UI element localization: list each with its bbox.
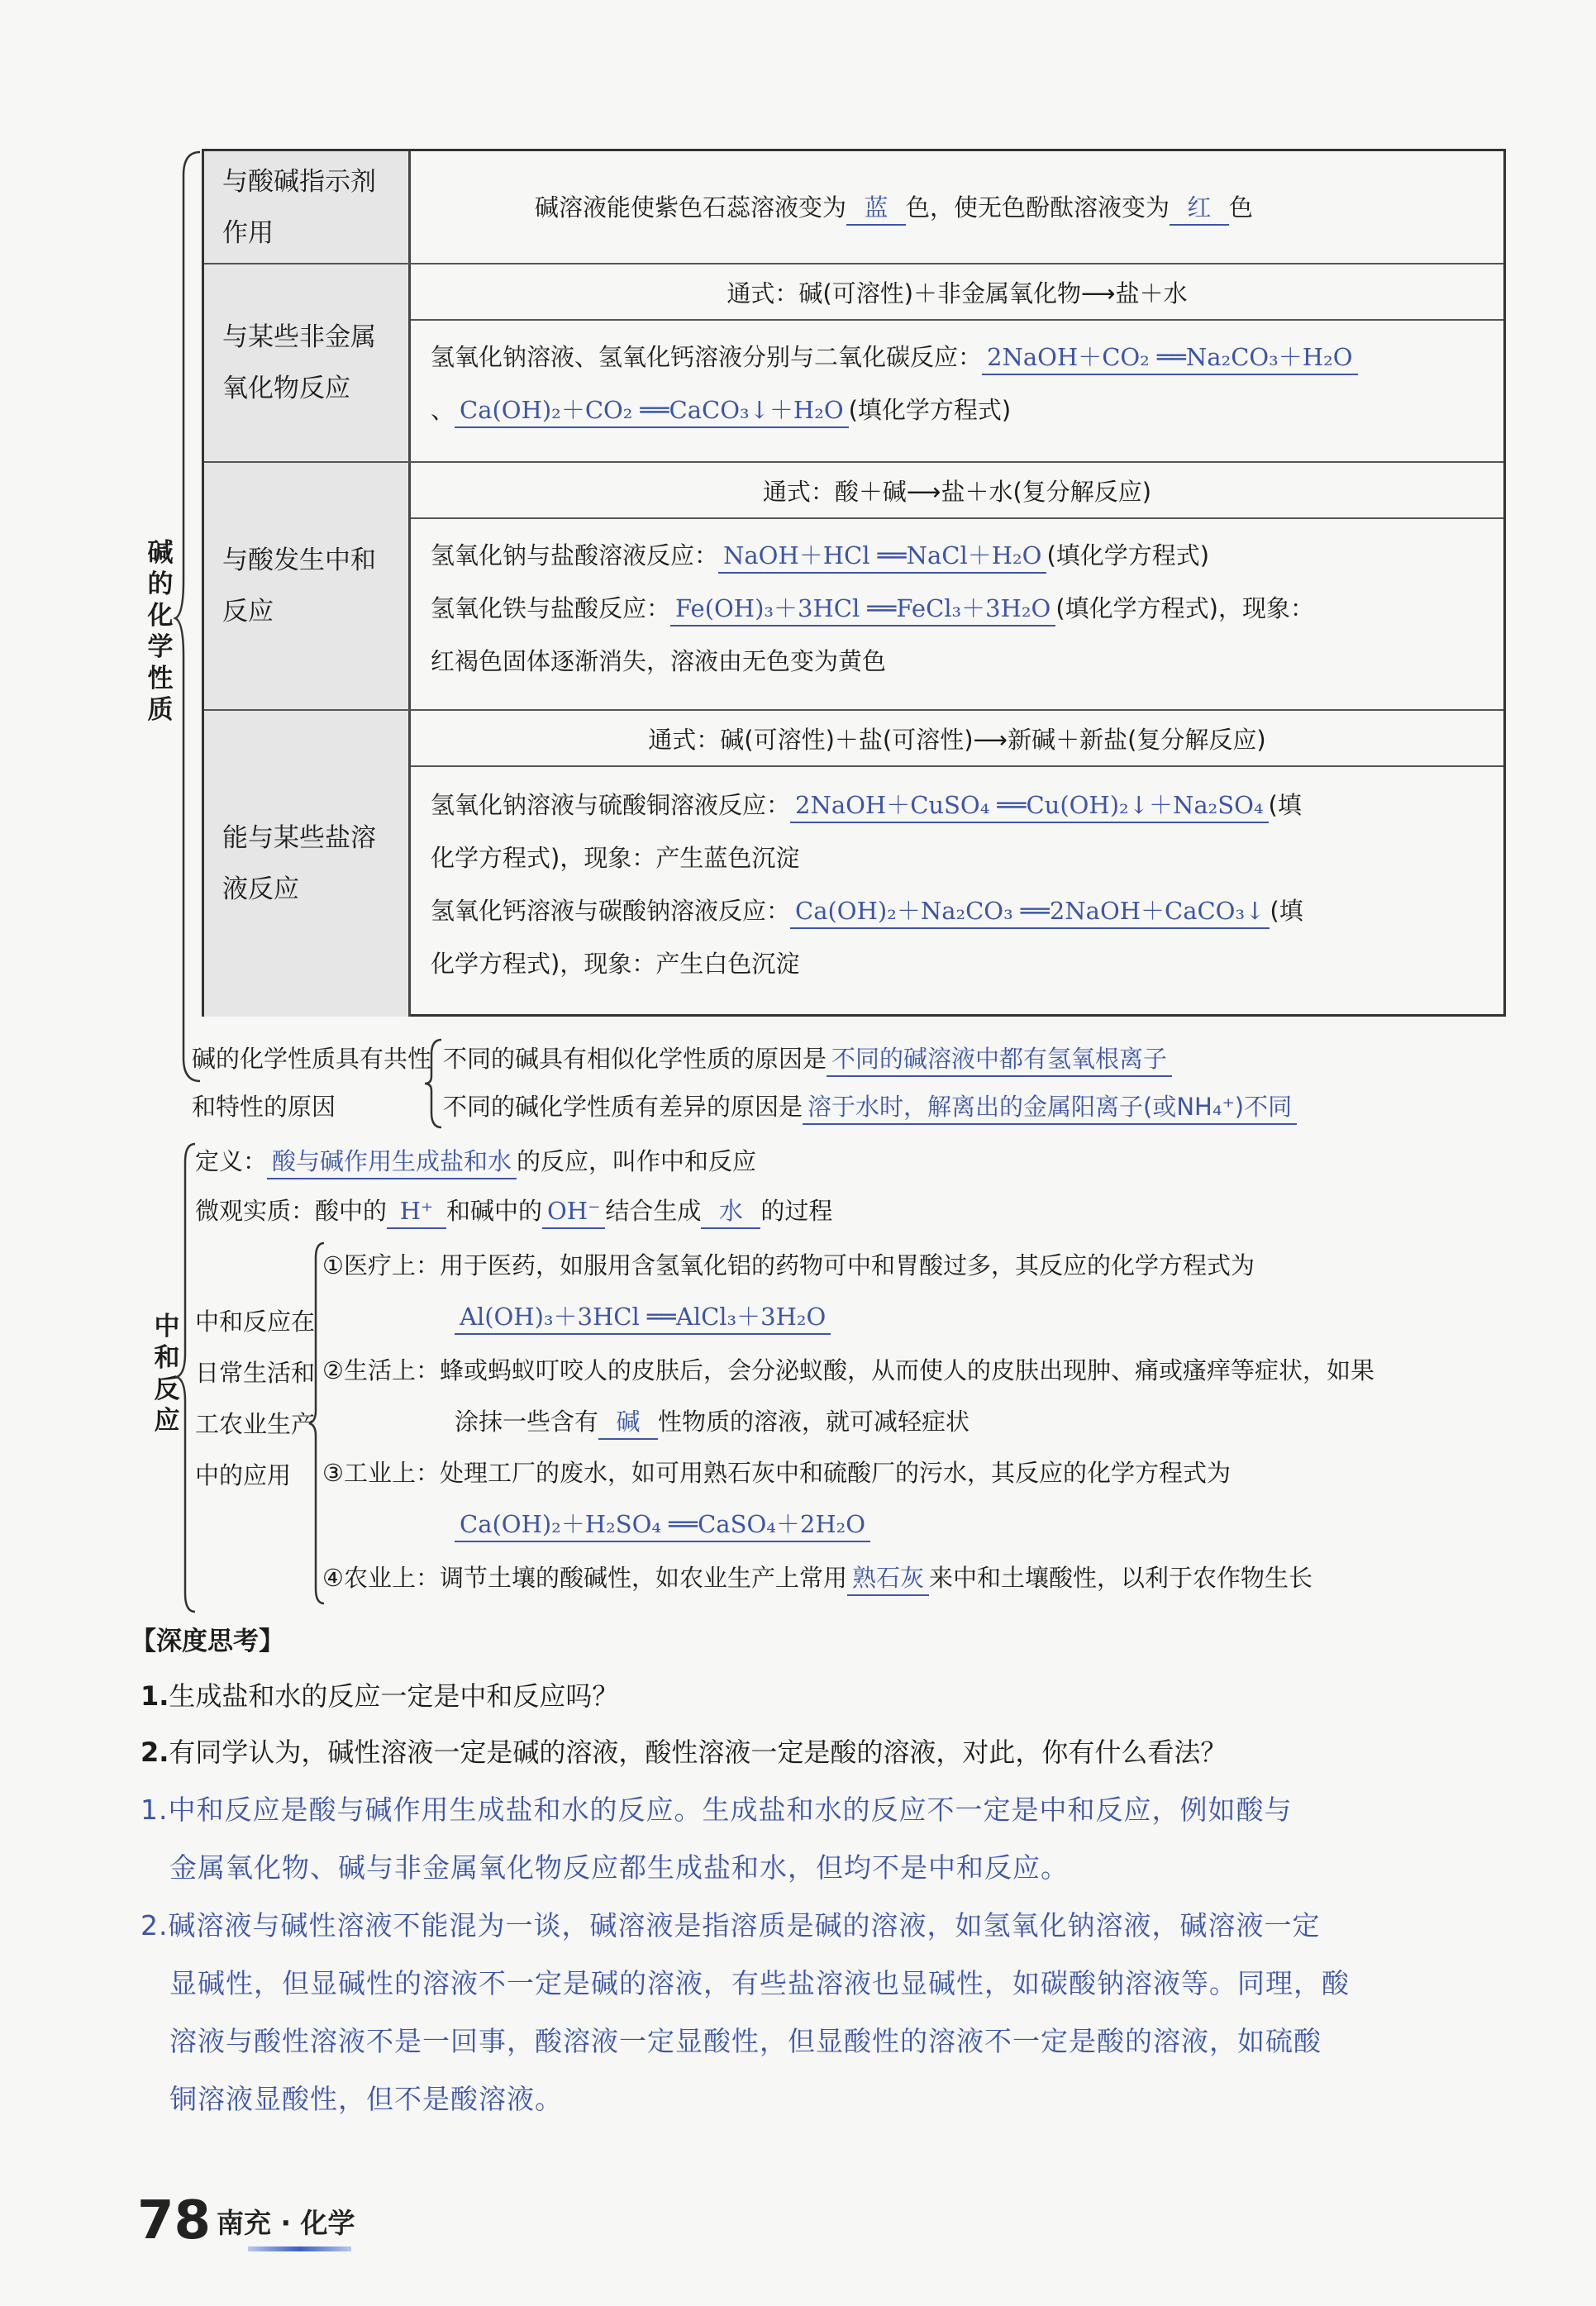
answer-blank: 碱 [598, 1405, 658, 1440]
answer-blank: 2NaOH＋CO₂ ══Na₂CO₃＋H₂O [982, 341, 1357, 375]
table-row [204, 711, 1503, 1017]
answer-blank: 2NaOH＋CuSO₄ ══Cu(OH)₂↓＋Na₂SO₄ [790, 789, 1269, 823]
answer-1-line-2: 金属氧化物、碱与非金属氧化物反应都生成盐和水，但均不是中和反应。 [169, 1851, 1069, 1884]
answer-blank: 水 [701, 1194, 760, 1229]
properties-table [202, 149, 1506, 1017]
answer-blank: NaOH＋HCl ══NaCl＋H₂O [718, 539, 1046, 574]
answer-2-line-4: 铜溶液显酸性，但不是酸溶液。 [169, 2083, 563, 2115]
answer-2-line-3: 溶液与酸性溶液不是一回事，酸溶液一定显酸性，但显酸性的溶液不一定是酸的溶液，如硫酸 [169, 2025, 1322, 2057]
brace-applications [307, 1241, 326, 1605]
answer-blank: 酸与碱作用生成盐和水 [267, 1145, 517, 1179]
answer-blank: Ca(OH)₂＋Na₂CO₃ ══2NaOH＋CaCO₃↓ [790, 894, 1270, 929]
application-daily: ②生活上：蜂或蚂蚁叮咬人的皮肤后，会分泌蚁酸，从而使人的皮肤出现肿、痛或瘙痒等症状，如果 [322, 1356, 1374, 1384]
row-label: 与酸碱指示剂作用 [204, 151, 411, 263]
answer-blank: 溶于水时，解离出的金属阳离子(或NH₄⁺)不同 [803, 1090, 1297, 1125]
reason-lines: 不同的碱具有相似化学性质的原因是 不同的碱溶液中都有氢氧根离子 不同的碱化学性质有差异的原因是 溶于水时，解离出的金属阳离子(或NH₄⁺)不同 [443, 1035, 1297, 1131]
application-industry-equation [455, 1498, 870, 1550]
answer-blank: 不同的碱溶液中都有氢氧根离子 [827, 1042, 1172, 1077]
answer-blank: Ca(OH)₂＋CO₂ ══CaCO₃↓＋H₂O [455, 393, 849, 428]
question-2: 2.有同学认为，碱性溶液一定是碱的溶液，酸性溶液一定是酸的溶液，对此，你有什么看法？ [141, 1737, 1227, 1768]
answer-blank: H⁺ [387, 1194, 446, 1229]
row-text: 氢氧化钠溶液与硫酸铜溶液反应： 2NaOH＋CuSO₄ ══Cu(OH)₂↓＋Na₂SO₄ (填 化学方程式)，现象：产生蓝色沉淀 氢氧化钙溶液与碳酸钠溶液反应： Ca(OH)₂＋Na₂CO₃ ══2NaOH＋CaCO₃↓ (填 化学方程式)，现象：产生白色沉淀 [431, 779, 1487, 990]
answer-blank: OH⁻ [542, 1194, 605, 1229]
application-industry: ③工业上：处理工厂的废水，如可用熟石灰中和硫酸厂的污水，其反应的化学方程式为 [322, 1459, 1231, 1487]
answer-1-line-1: 1.中和反应是酸与碱作用生成盐和水的反应。生成盐和水的反应不一定是中和反应，例如酸与 [141, 1794, 1293, 1826]
row-text: 碱溶液能使紫色石蕊溶液变为 蓝 色，使无色酚酞溶液变为 红 色 [535, 181, 1487, 234]
table-row [204, 264, 1503, 463]
answer-blank: 红 [1170, 191, 1229, 226]
footer-title: 南充 · 化学 [217, 2207, 355, 2239]
answer-blank: Ca(OH)₂＋H₂SO₄ ══CaSO₄＋2H₂O [455, 1508, 870, 1542]
micro-essence-line: 微观实质：酸中的 H⁺ 和碱中的 OH⁻ 结合生成 水 的过程 [195, 1186, 832, 1236]
row-text: 氢氧化钠溶液、氢氧化钙溶液分别与二氧化碳反应： 2NaOH＋CO₂ ══Na₂CO₃＋H₂O 、 Ca(OH)₂＋CO₂ ══CaCO₃↓＋H₂O (填化学方程式) [431, 331, 1487, 436]
answer-blank: 熟石灰 [847, 1561, 929, 1596]
deep-thinking-title: 【深度思考】 [131, 1627, 284, 1656]
row-label: 与酸发生中和反应 [204, 463, 411, 709]
answer-2-line-1: 2.碱溶液与碱性溶液不能混为一谈，碱溶液是指溶质是碱的溶液，如氢氧化钠溶液，碱溶液一定 [141, 1909, 1321, 1942]
answer-blank: Fe(OH)₃＋3HCl ══FeCl₃＋3H₂O [670, 592, 1055, 627]
row-text: 氢氧化钠与盐酸溶液反应： NaOH＋HCl ══NaCl＋H₂O (填化学方程式) 氢氧化铁与盐酸反应： Fe(OH)₃＋3HCl ══FeCl₃＋3H₂O (填化学方程式)，现象： 红褐色固体逐渐消失，溶液由无色变为黄色 [431, 529, 1487, 688]
application-label: 中和反应在日常生活和工农业生产中的应用 [195, 1308, 316, 1489]
answer-blank: Al(OH)₃＋3HCl ══AlCl₃＋3H₂O [455, 1300, 831, 1335]
row-label: 与某些非金属氧化物反应 [204, 264, 411, 461]
row-label: 能与某些盐溶液反应 [204, 711, 411, 1017]
answer-blank: 蓝 [846, 191, 906, 226]
general-formula: 通式：碱(可溶性)＋非金属氧化物⟶盐＋水 [411, 264, 1503, 321]
application-medical: ①医疗上：用于医药，如服用含氢氧化铝的药物可中和胃酸过多，其反应的化学方程式为 [322, 1251, 1255, 1279]
footer-decoration [248, 2246, 351, 2251]
definition-line: 定义： 酸与碱作用生成盐和水 的反应，叫作中和反应 [195, 1136, 756, 1186]
answer-2-line-2: 显碱性，但显碱性的溶液不一定是碱的溶液，有些盐溶液也显碱性，如碳酸钠溶液等。同理，酸 [169, 1967, 1350, 1999]
brace-section1 [174, 150, 203, 1084]
application-agriculture: ④农业上：调节土壤的酸碱性，如农业生产上常用 熟石灰 来中和土壤酸性，以利于农作物生长 [322, 1552, 1313, 1603]
general-formula: 通式：酸＋碱⟶盐＋水(复分解反应) [411, 463, 1503, 519]
section-label-neutralization: 中和反应 [154, 1312, 180, 1436]
general-formula: 通式：碱(可溶性)＋盐(可溶性)⟶新碱＋新盐(复分解反应) [411, 711, 1503, 767]
application-medical-equation [455, 1291, 831, 1342]
table-row [204, 151, 1503, 264]
table-row [204, 463, 1503, 711]
brace-section2 [175, 1142, 197, 1613]
section-label-base-properties: 碱的化学性质 [147, 538, 174, 725]
page-number: 78 [137, 2190, 212, 2251]
brace-reason [423, 1038, 443, 1129]
application-daily-cont: 涂抹一些含有 碱 性物质的溶液，就可减轻症状 [455, 1396, 970, 1447]
question-1: 1.生成盐和水的反应一定是中和反应吗？ [141, 1680, 619, 1712]
reason-label: 碱的化学性质具有共性和特性的原因 [192, 1045, 432, 1121]
